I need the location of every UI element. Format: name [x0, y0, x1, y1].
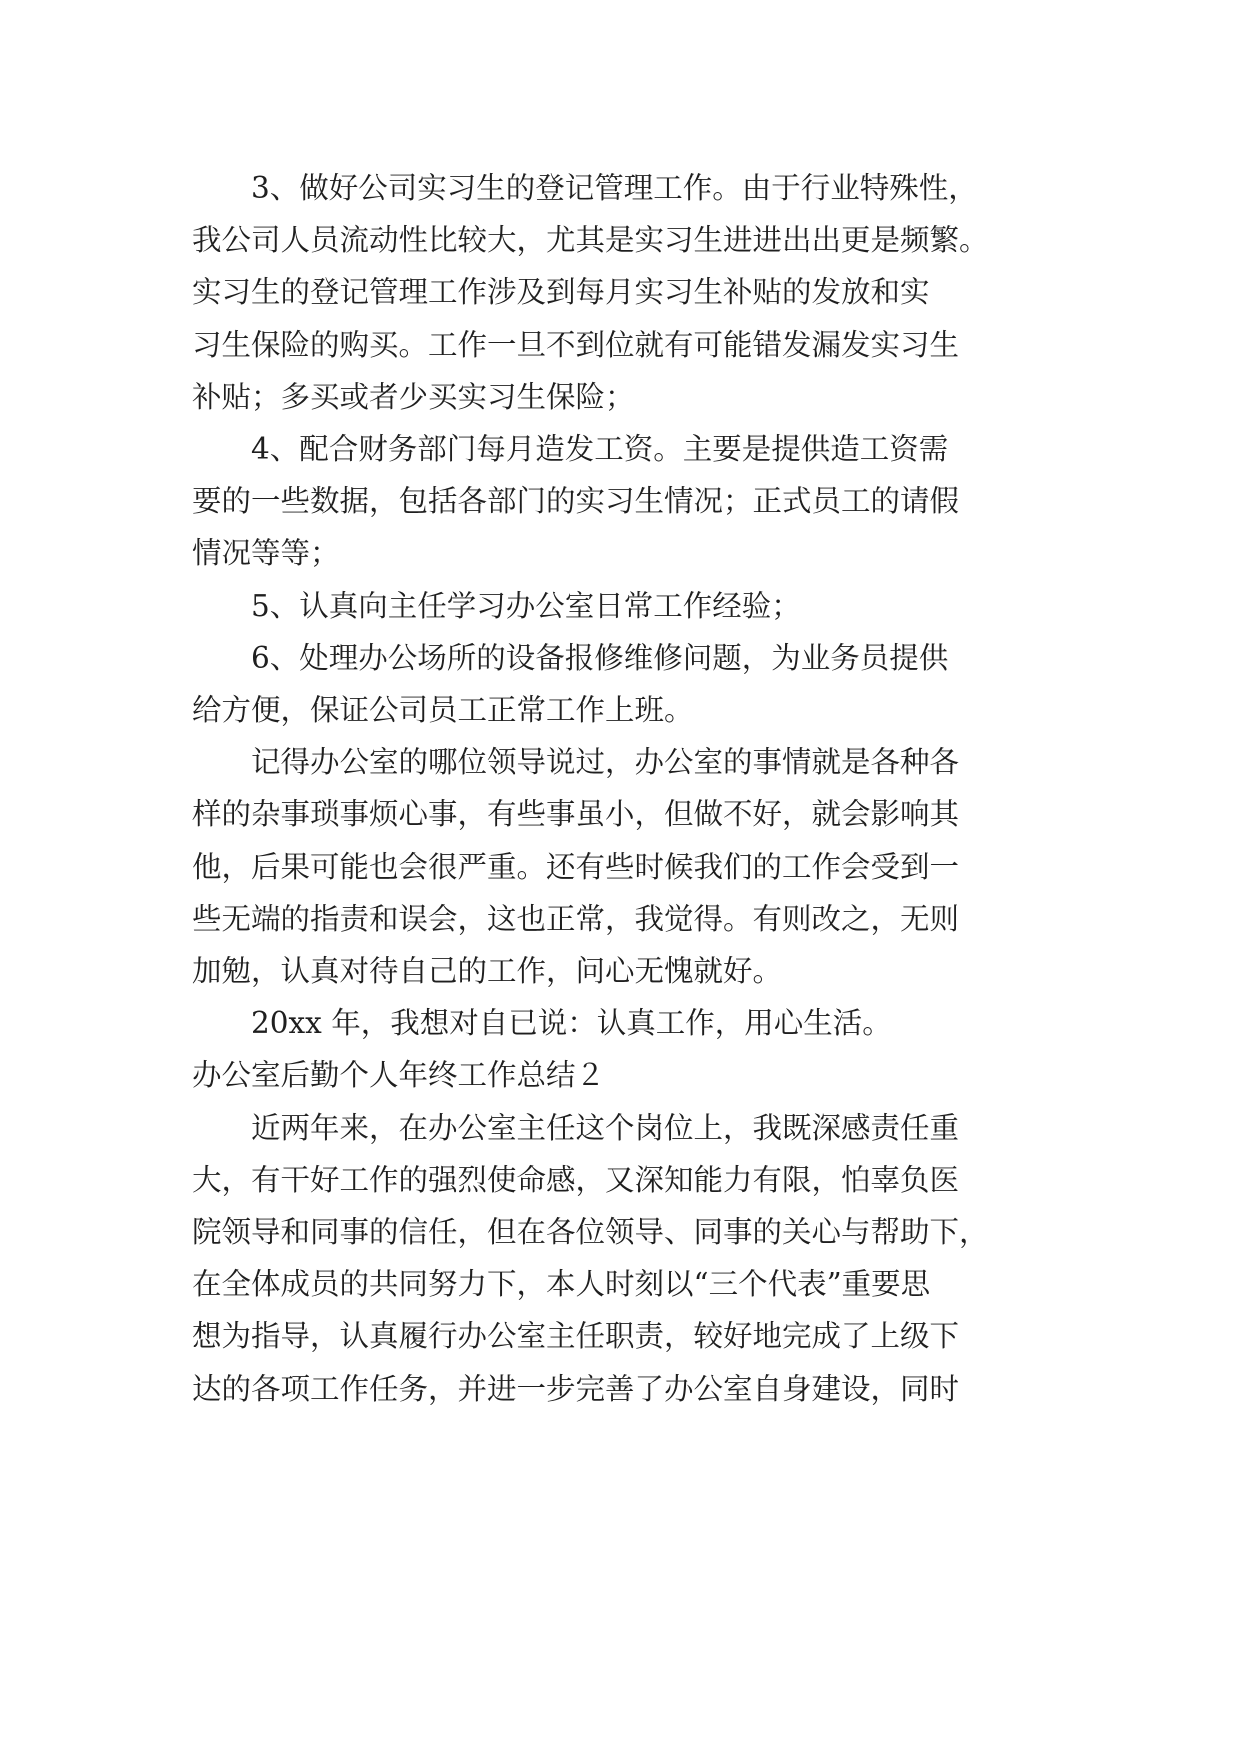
- text-line: 情况等等；: [192, 536, 340, 571]
- text-line: 要的一些数据，包括各部门的实习生情况；正式员工的请假: [192, 484, 960, 519]
- text-line: 3、做好公司实习生的登记管理工作。由于行业特殊性，: [251, 171, 978, 205]
- text-line: 习生保险的购买。工作一旦不到位就有可能错发漏发实习生: [192, 327, 960, 362]
- document-body: [192, 162, 1064, 1415]
- section-heading: 办公室后勤个人年终工作总结２: [192, 1058, 606, 1093]
- text-line: 我公司人员流动性比较大，尤其是实习生进进出出更是频繁。: [192, 223, 989, 258]
- text-line: 院领导和同事的信任，但在各位领导、同事的关心与帮助下，: [192, 1215, 989, 1250]
- text-line: 样的杂事琐事烦心事，有些事虽小，但做不好，就会影响其: [192, 797, 960, 832]
- text-line: 记得办公室的哪位领导说过，办公室的事情就是各种各: [251, 745, 960, 780]
- text-line: 20xx 年，我想对自已说：认真工作，用心生活。: [251, 1006, 892, 1041]
- paragraph-item-3: [192, 162, 1064, 423]
- paragraph-reflection: [192, 736, 1064, 997]
- paragraph-closing: [192, 997, 1064, 1049]
- text-line: 在全体成员的共同努力下，本人时刻以“三个代表”重要思: [192, 1267, 931, 1302]
- paragraph-item-4: [192, 423, 1064, 580]
- paragraph-item-5: [192, 580, 1064, 632]
- text-line: 补贴；多买或者少买实习生保险；: [192, 379, 635, 414]
- text-line: 6、处理办公场所的设备报修维修问题，为业务员提供: [251, 640, 949, 675]
- text-line: 近两年来，在办公室主任这个岗位上，我既深感责任重: [251, 1110, 960, 1145]
- paragraph-item-6: [192, 632, 1064, 736]
- text-line: 5、认真向主任学习办公室日常工作经验；: [251, 588, 801, 623]
- text-line: 达的各项工作任务，并进一步完善了办公室自身建设，同时: [192, 1371, 960, 1406]
- paragraph-intro: [192, 1102, 1064, 1415]
- text-line: 实习生的登记管理工作涉及到每月实习生补贴的发放和实: [192, 275, 930, 310]
- text-line: 他，后果可能也会很严重。还有些时候我们的工作会受到一: [192, 849, 960, 884]
- text-line: 大，有干好工作的强烈使命感，又深知能力有限，怕辜负医: [192, 1162, 960, 1197]
- text-line: 些无端的指责和误会，这也正常，我觉得。有则改之，无则: [192, 901, 960, 936]
- text-line: 给方便，保证公司员工正常工作上班。: [192, 693, 694, 728]
- text-line: 加勉，认真对待自己的工作，问心无愧就好。: [192, 954, 783, 989]
- text-line: 4、配合财务部门每月造发工资。主要是提供造工资需: [251, 432, 949, 467]
- text-line: 想为指导，认真履行办公室主任职责，较好地完成了上级下: [192, 1319, 960, 1354]
